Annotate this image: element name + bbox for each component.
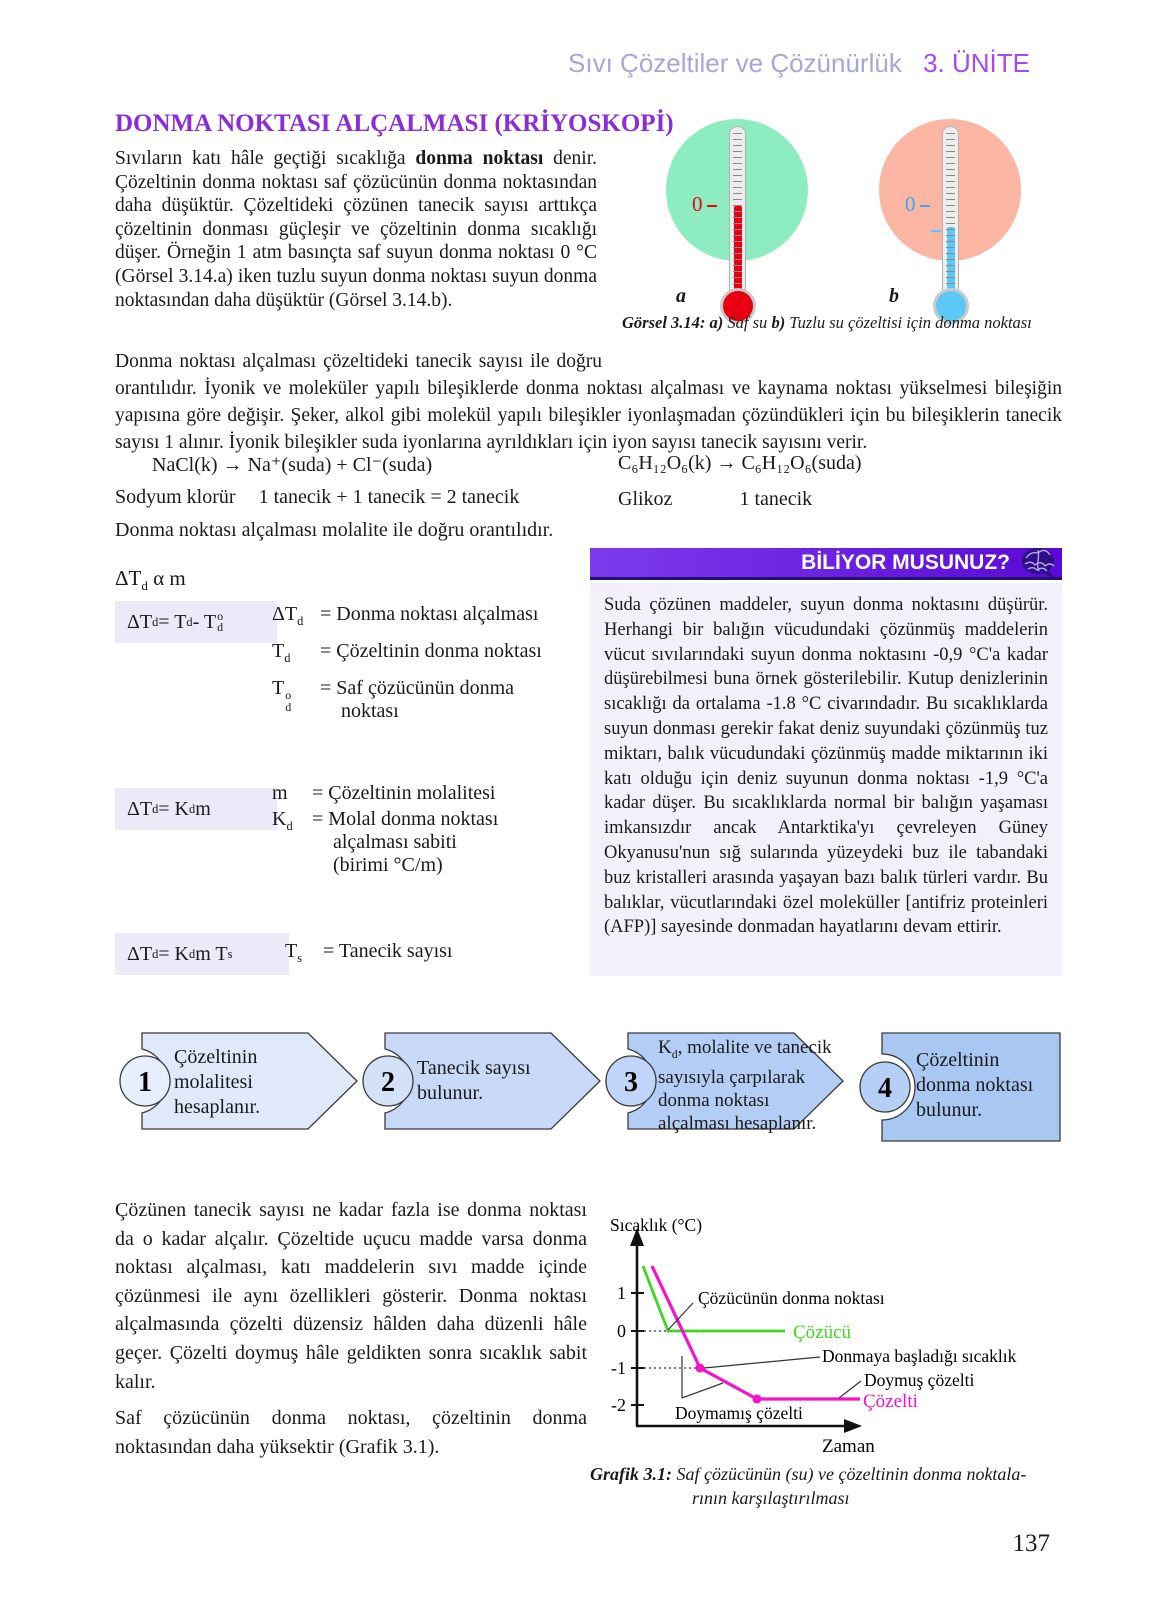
zero-tick-a bbox=[707, 205, 717, 207]
page-header bbox=[0, 48, 1030, 79]
thermometer-a-scale bbox=[733, 133, 742, 297]
saturated-annotation: Doymuş çözelti bbox=[864, 1370, 975, 1390]
svg-text:3: 3 bbox=[624, 1067, 638, 1098]
breadcrumb: Sıvı Çözeltiler ve Çözünürlük bbox=[568, 48, 902, 78]
thermometer-a-zero-label: 0 bbox=[692, 192, 717, 217]
formula-3-definitions: $T_s$ = Tanecik sayısı bbox=[285, 940, 453, 965]
intro-text-rest: denir. Çözeltinin donma noktası saf çözücünün donma noktasından daha düşüktür. Çözeltideki çözünen tanecik sayısı arttıkça çözeltinin donması güçleşir ve çözeltinin donma sıcaklığı düşer. Örneğin 1 atm basınçta saf suyun donma noktası 0 °C (Görsel 3.14.a) iken tuzlu suyun donma noktası suyun donma noktasından daha düşüktür (Görsel 3.14.b). bbox=[115, 148, 597, 311]
intro-text: Sıvıların katı hâle geçtiği sıcaklığa bbox=[115, 148, 416, 169]
fluid-level-tick-b bbox=[927, 222, 941, 240]
bottom-paragraph-1: Çözünen tanecik sayısı ne kadar fazla ise donma noktası da o kadar alçalır. Çözeltide uçucu madde varsa donma noktası alçalması, katı maddelerin sıvı madde içinde çözünmesi ile aynı özellikleri gösterir. Donma noktası alçalmasında çözelti düzensiz hâlden daha düzenli hâle geçer. Çözelti doymuş hâle geldikten sonra sıcaklık sabit kalır. bbox=[115, 1199, 587, 1393]
formula-1-definitions: $\Delta T_d$ = Donma noktası alçalması $T_d$ = Çözeltinin donma noktası T o d = Saf çözücünün donma noktası bbox=[272, 603, 542, 722]
solvent-fp-annotation: Çözücünün donma noktası bbox=[698, 1288, 885, 1308]
solvent-series-label: Çözücü bbox=[793, 1322, 852, 1343]
flow-step-4-label: Çözeltinin donma noktası bulunur. bbox=[916, 1049, 1034, 1121]
svg-text:1: 1 bbox=[138, 1067, 152, 1098]
glucose-count: 1 tanecik bbox=[739, 488, 813, 510]
nacl-equation: NaCl(k) → Na⁺(suda) + Cl⁻(suda) bbox=[152, 454, 433, 476]
unsaturated-annotation: Doymamış çözelti bbox=[675, 1403, 803, 1423]
formula-kd-m: ΔT d = K d m bbox=[115, 788, 277, 830]
y-tick-1: 1 bbox=[617, 1283, 626, 1303]
section-title: DONMA NOKTASI ALÇALMASI (KRİYOSKOPİ) bbox=[115, 110, 674, 137]
flow-step-2-label: Tanecik sayısı bulunur. bbox=[417, 1057, 531, 1104]
graph-caption: Grafik 3.1: Saf çözücünün (su) ve çözeltinin donma noktala- rının karşılaştırılması bbox=[590, 1464, 1027, 1508]
formula-delta-td: ΔT d = T d - T o d bbox=[115, 601, 277, 643]
svg-text:2: 2 bbox=[381, 1067, 395, 1098]
flow-step-3-label: $K_d$, molalite ve tanecik sayısıyla çarpılarak donma noktası alçalması hesaplanır. bbox=[658, 1037, 832, 1134]
graph-x-label: Zaman bbox=[822, 1436, 875, 1457]
svg-text:4: 4 bbox=[878, 1073, 892, 1104]
glucose-name: Glikoz bbox=[618, 488, 673, 510]
bottom-paragraph-2: Saf çözücünün donma noktası, çözeltinin donma noktasından daha yüksektir (Grafik 3.1). bbox=[115, 1407, 587, 1458]
page-number: 137 bbox=[1012, 1530, 1050, 1557]
figure-caption: Görsel 3.14: a) Saf su b) Tuzlu su çözeltisi için donma noktası bbox=[622, 313, 1032, 332]
figure-label-a: a bbox=[676, 285, 686, 307]
freeze-start-annotation: Donmaya başladığı sıcaklık bbox=[822, 1346, 1017, 1366]
did-you-know-title: BİLİYOR MUSUNUZ? bbox=[801, 550, 1010, 574]
figure-label-b: b bbox=[889, 285, 899, 307]
thermometer-b-scale bbox=[946, 133, 955, 297]
y-tick-0: 0 bbox=[617, 1321, 626, 1341]
thermometer-b bbox=[942, 126, 959, 304]
molality-statement: Donma noktası alçalması molalite ile doğru orantılıdır. bbox=[115, 519, 554, 541]
did-you-know-body: Suda çözünen maddeler, suyun donma noktasını düşürür. Herhangi bir balığın vücudundaki çözünmüş maddelerin vücut sıvılarındaki suyun donma noktasını -0,9 °C'a kadar düşürebilmesi buna örnek gösterilebilir. Kutup denizlerinin sıcaklığı da ortalama -1.8 °C civarındadır. Bu sıcaklıklarda suyun donması gerekir fakat deniz suyundaki çözünmüş tuz miktarı, balık vücudundaki çözünmüş madde miktarının iki katı olduğu için deniz suyunun donma noktası -1,9 °C'a kadar düşer. Bu sıcaklıklarda normal bir balığın yaşaması imkansızdır ancak Antarktika'yı çevreleyen Güney Okyanusu'nun sığ sularında yüzeydeki buz ile tabandaki buz kristalleri arasında yaşayan bazı balık türleri vardır. Bu balıklar, vücutlarındaki özel moleküller [antifriz proteinleri (AFP)] sayesinde donmadan hayatlarını devam ettirir. bbox=[590, 583, 1062, 976]
freeze-start-point bbox=[696, 1364, 705, 1373]
nacl-count-line bbox=[115, 486, 519, 509]
unit-label: 3. ÜNİTE bbox=[923, 48, 1030, 78]
flow-step-1-label: Çözeltinin molalitesi hesaplanır. bbox=[174, 1046, 261, 1118]
formula-kd-m-ts: ΔT d = K d m T s bbox=[115, 933, 289, 975]
y-tick-m1: -1 bbox=[611, 1358, 626, 1378]
intro-paragraph bbox=[115, 147, 597, 312]
glucose-count-line bbox=[618, 488, 812, 511]
intro-bold-term: donma noktası bbox=[415, 148, 544, 169]
graph-y-label: Sıcaklık (°C) bbox=[610, 1215, 703, 1235]
proportionality-formula: $\Delta T_d$ α m bbox=[115, 566, 186, 594]
freezing-point-graph bbox=[590, 1186, 1062, 1467]
y-tick-m2: -2 bbox=[611, 1395, 626, 1415]
particle-count-paragraph: Donma noktası alçalması çözeltideki tanecik sayısı ile doğru orantılıdır. İyonik ve moleküler yapılı bileşiklerde donma noktası alçalması ve kaynama noktası yükselmesi bileşiğin yapısına göre değişir. Şeker, alkol gibi molekül yapılı bileşikler iyonlaşmadan çözündükleri için bu bileşiklerin tanecik sayısı 1 alınır. İyonik bileşikler suda iyonlarına ayrıldıkları için iyon sayısı tanecik sayısını verir. bbox=[115, 348, 1062, 456]
zero-tick-b bbox=[920, 205, 930, 207]
figure-wrap-spacer bbox=[602, 348, 1062, 374]
did-you-know-header bbox=[590, 548, 1062, 580]
formula-2-definitions: m = Çözeltinin molalitesi $K_d$ = Molal donma noktası alçalması sabiti (birimi °C/m) bbox=[272, 782, 499, 876]
thermometer-b-zero-label: 0 bbox=[905, 192, 930, 217]
nacl-count: 1 tanecik + 1 tanecik = 2 tanecik bbox=[258, 486, 520, 508]
nacl-name: Sodyum klorür bbox=[115, 486, 236, 508]
thermometer-a bbox=[729, 126, 746, 304]
glucose-equation: C₆H₁₂O₆(k) → C₆H₁₂O₆(suda) bbox=[618, 452, 862, 474]
solution-series-label: Çözelti bbox=[863, 1391, 918, 1412]
x-axis-arrowhead bbox=[844, 1419, 862, 1433]
